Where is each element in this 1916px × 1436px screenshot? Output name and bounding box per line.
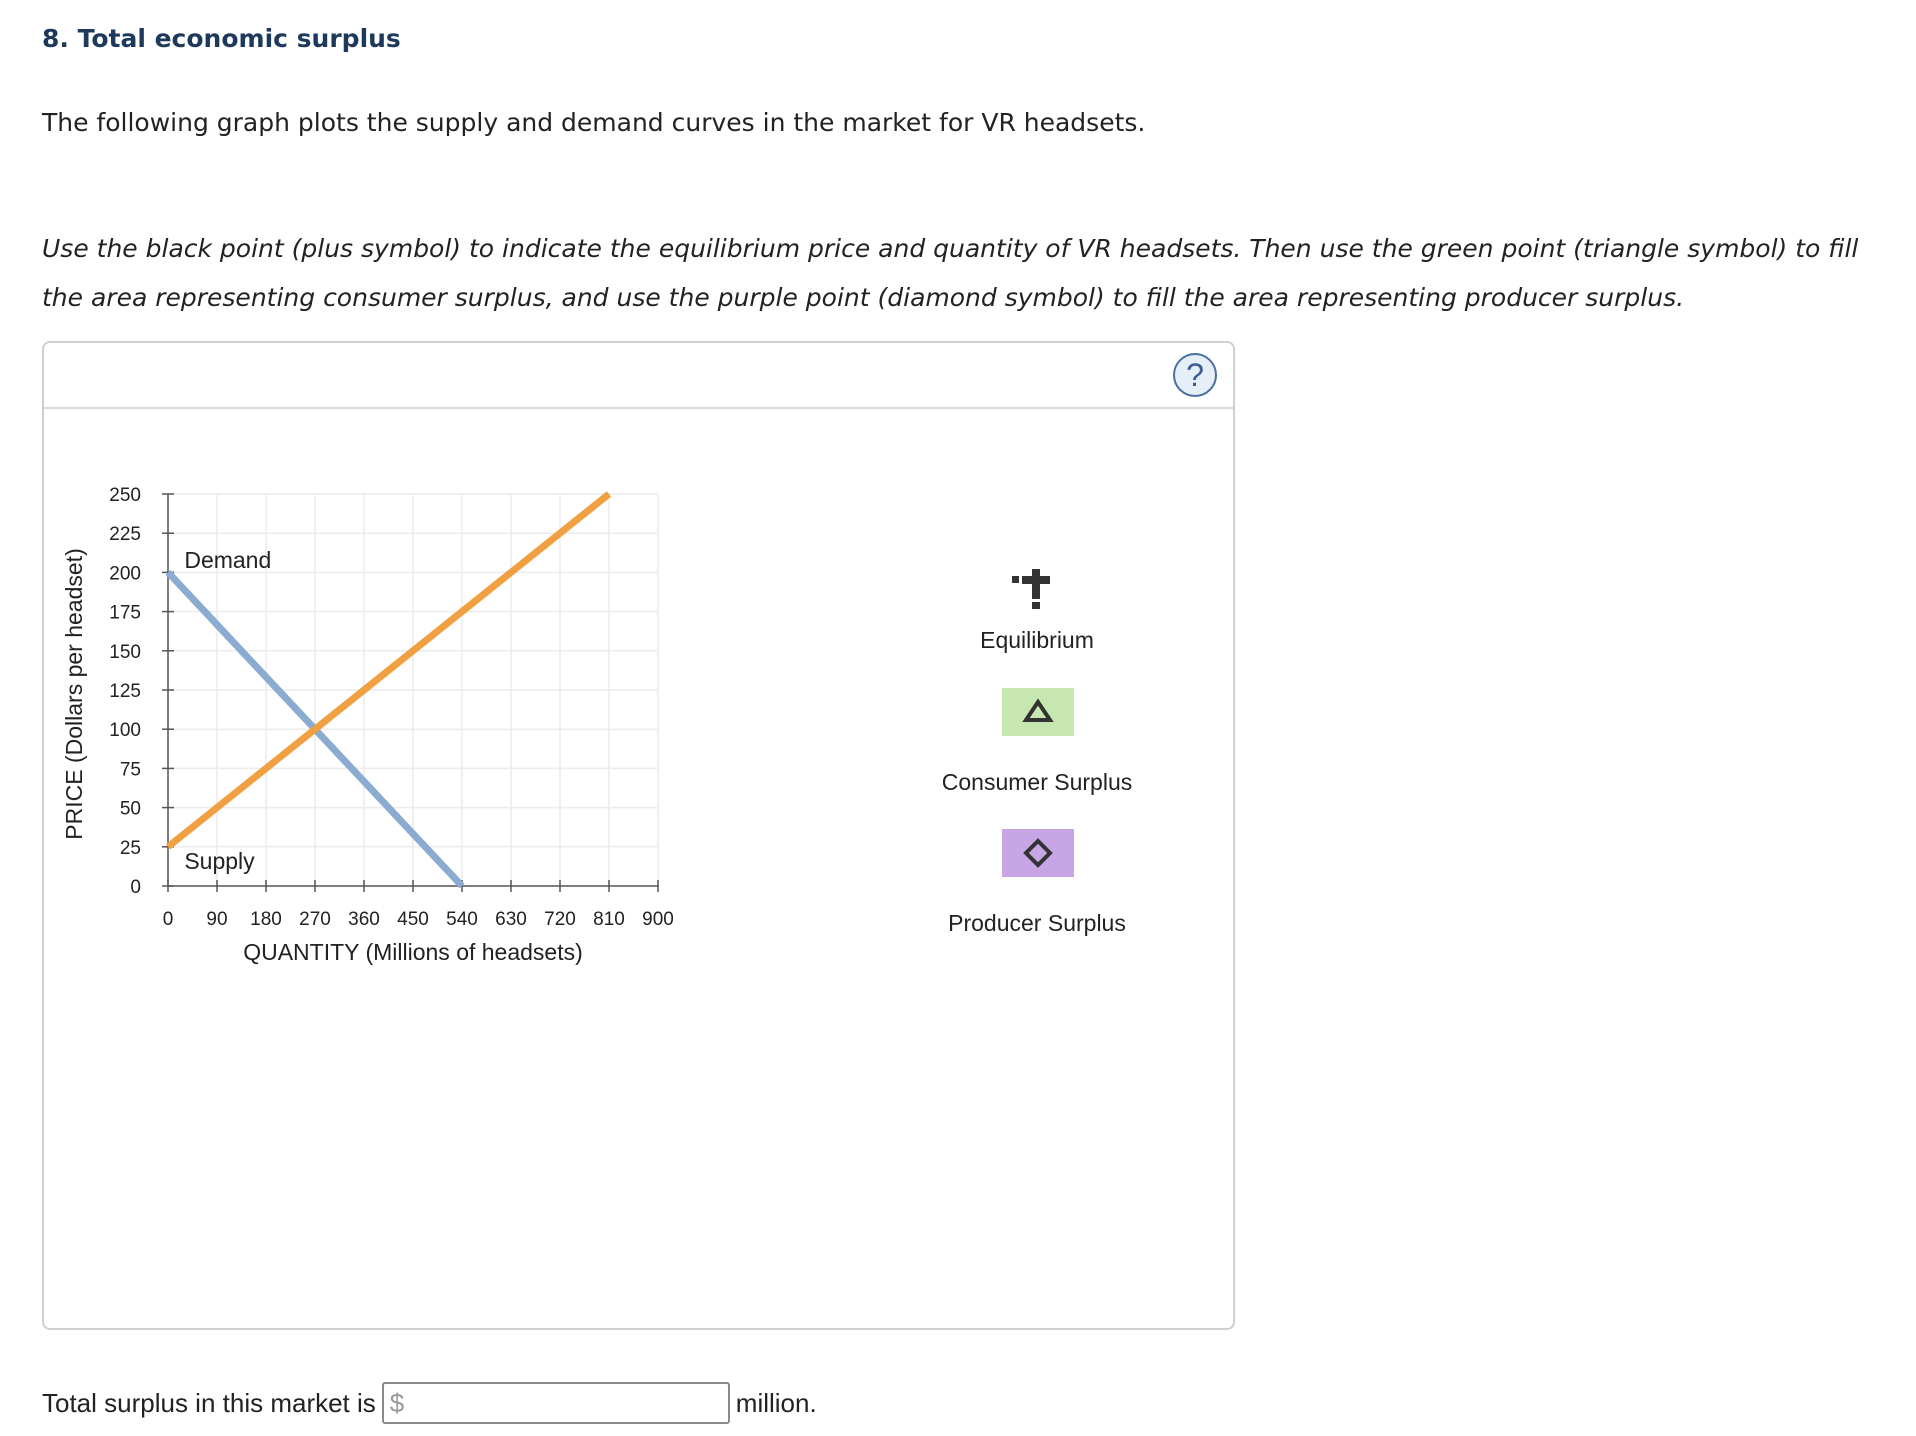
y-tick-label: 150 [109, 641, 141, 663]
producer-surplus-label: Producer Surplus [948, 910, 1126, 936]
y-tick-label: 175 [109, 602, 141, 624]
x-tick-label: 450 [397, 909, 429, 930]
x-axis-title: QUANTITY (Millions of headsets) [243, 939, 583, 965]
help-icon[interactable]: ? [1173, 353, 1217, 397]
x-tick-label: 90 [206, 909, 228, 930]
question-title: 8. Total economic surplus [42, 24, 401, 53]
x-tick-label: 270 [299, 909, 331, 930]
x-tick-label: 180 [250, 909, 282, 930]
x-tick-label: 0 [162, 909, 174, 930]
y-tick-label: 100 [109, 720, 141, 742]
y-tick-label: 75 [119, 759, 141, 781]
x-tick-label: 360 [348, 909, 380, 930]
equilibrium-tool[interactable] [1012, 561, 1062, 611]
question-instructions: Use the black point (plus symbol) to indicate the equilibrium price and quantity of VR headsets. Then use the green point (triangle symbol) to fill the area representing consumer surplus, and use the purple point (diamond symbol) to fill the area representing producer surplus. [42, 234, 1859, 312]
plus-icon [1012, 561, 1062, 611]
x-tick-label: 630 [495, 909, 527, 930]
demand-label: Demand [184, 546, 272, 573]
answer-row [42, 1382, 817, 1424]
x-tick-label: 900 [642, 909, 674, 930]
supply-label: Supply [184, 847, 255, 874]
question-intro: The following graph plots the supply and demand curves in the market for VR headsets. [42, 108, 1146, 137]
producer-surplus-tool[interactable] [1002, 829, 1074, 877]
y-tick-label: 0 [130, 877, 141, 898]
total-surplus-field[interactable] [382, 1382, 730, 1424]
y-axis-title: PRICE (Dollars per headset) [61, 548, 87, 840]
equilibrium-label: Equilibrium [980, 627, 1094, 653]
total-surplus-input[interactable] [404, 1385, 728, 1421]
y-tick-label: 25 [119, 837, 141, 859]
currency-symbol: $ [389, 1387, 405, 1418]
answer-suffix: million. [735, 1387, 817, 1418]
y-tick-label: 250 [109, 485, 141, 506]
diamond-icon [1002, 829, 1074, 877]
triangle-icon [1002, 688, 1074, 736]
consumer-surplus-label: Consumer Surplus [941, 769, 1133, 795]
y-tick-label: 225 [109, 524, 141, 546]
graph-panel [42, 341, 1235, 1330]
x-tick-label: 810 [593, 909, 625, 930]
consumer-surplus-tool[interactable] [1002, 688, 1074, 736]
y-tick-label: 200 [109, 563, 141, 585]
x-tick-label: 720 [544, 909, 576, 930]
answer-prefix: Total surplus in this market is [42, 1387, 376, 1418]
y-tick-label: 50 [119, 798, 141, 820]
y-tick-label: 125 [109, 681, 141, 702]
x-tick-label: 540 [446, 909, 478, 930]
